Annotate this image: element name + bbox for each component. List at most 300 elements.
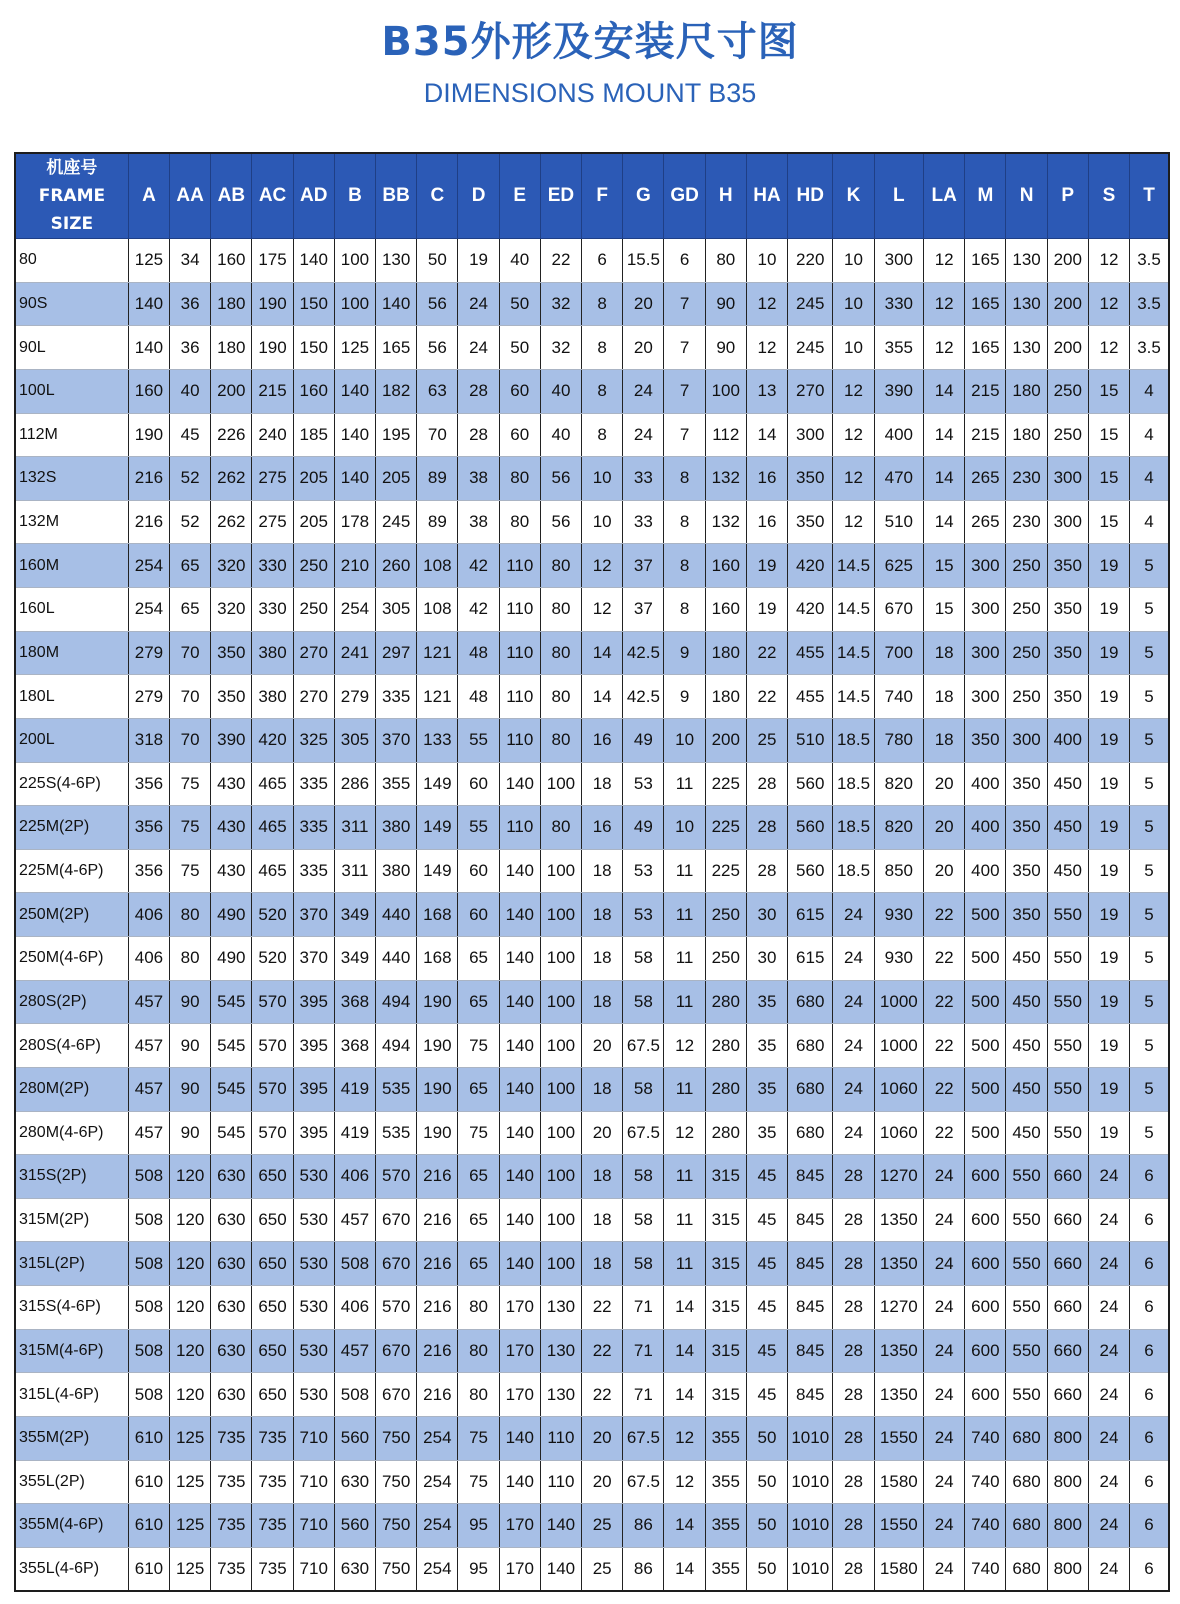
- value-cell-g: 53: [623, 849, 664, 893]
- value-cell-aa: 52: [170, 500, 211, 544]
- value-cell-l: 1550: [874, 1416, 923, 1460]
- value-cell-f: 10: [582, 457, 623, 501]
- value-cell-hd: 420: [788, 588, 833, 632]
- value-cell-c: 149: [417, 762, 458, 806]
- value-cell-t: 6: [1130, 1504, 1169, 1548]
- value-cell-t: 5: [1130, 849, 1169, 893]
- value-cell-a: 610: [128, 1416, 169, 1460]
- value-cell-ac: 520: [252, 937, 293, 981]
- value-cell-ed: 100: [540, 1067, 581, 1111]
- value-cell-ha: 28: [746, 849, 787, 893]
- value-cell-gd: 12: [664, 1024, 705, 1068]
- value-cell-a: 356: [128, 762, 169, 806]
- value-cell-ac: 735: [252, 1416, 293, 1460]
- value-cell-e: 110: [499, 806, 540, 850]
- value-cell-gd: 6: [664, 239, 705, 283]
- value-cell-k: 14.5: [833, 544, 874, 588]
- value-cell-s: 19: [1088, 1024, 1129, 1068]
- value-cell-p: 800: [1047, 1547, 1088, 1591]
- value-cell-c: 56: [417, 326, 458, 370]
- value-cell-hd: 1010: [788, 1504, 833, 1548]
- value-cell-bb: 370: [376, 718, 417, 762]
- value-cell-e: 80: [499, 500, 540, 544]
- value-cell-gd: 7: [664, 369, 705, 413]
- frame-size-cell: 315L(2P): [15, 1242, 128, 1286]
- value-cell-gd: 11: [664, 849, 705, 893]
- value-cell-n: 550: [1006, 1286, 1047, 1330]
- value-cell-l: 1350: [874, 1329, 923, 1373]
- value-cell-c: 190: [417, 1067, 458, 1111]
- value-cell-e: 170: [499, 1547, 540, 1591]
- value-cell-b: 419: [334, 1067, 375, 1111]
- value-cell-ac: 420: [252, 718, 293, 762]
- value-cell-s: 24: [1088, 1504, 1129, 1548]
- value-cell-ab: 180: [211, 326, 252, 370]
- value-cell-la: 24: [924, 1155, 965, 1199]
- value-cell-hd: 245: [788, 282, 833, 326]
- value-cell-k: 28: [833, 1286, 874, 1330]
- frame-size-cell: 160L: [15, 588, 128, 632]
- value-cell-h: 315: [705, 1155, 746, 1199]
- value-cell-n: 680: [1006, 1504, 1047, 1548]
- table-row: [15, 457, 1169, 501]
- value-cell-m: 165: [965, 239, 1006, 283]
- value-cell-n: 680: [1006, 1547, 1047, 1591]
- value-cell-hd: 1010: [788, 1547, 833, 1591]
- value-cell-ha: 50: [746, 1416, 787, 1460]
- value-cell-p: 300: [1047, 500, 1088, 544]
- table-row: [15, 369, 1169, 413]
- value-cell-bb: 570: [376, 1286, 417, 1330]
- value-cell-h: 180: [705, 631, 746, 675]
- value-cell-g: 53: [623, 762, 664, 806]
- value-cell-s: 12: [1088, 239, 1129, 283]
- value-cell-ha: 30: [746, 937, 787, 981]
- value-cell-a: 160: [128, 369, 169, 413]
- value-cell-a: 508: [128, 1155, 169, 1199]
- value-cell-b: 140: [334, 369, 375, 413]
- value-cell-aa: 70: [170, 718, 211, 762]
- value-cell-p: 550: [1047, 893, 1088, 937]
- value-cell-hd: 845: [788, 1242, 833, 1286]
- value-cell-e: 140: [499, 1024, 540, 1068]
- value-cell-l: 1000: [874, 1024, 923, 1068]
- value-cell-b: 368: [334, 980, 375, 1024]
- dimensions-table: [14, 152, 1170, 1592]
- value-cell-d: 28: [458, 413, 499, 457]
- value-cell-a: 457: [128, 1067, 169, 1111]
- value-cell-l: 330: [874, 282, 923, 326]
- value-cell-a: 356: [128, 806, 169, 850]
- value-cell-ac: 275: [252, 500, 293, 544]
- value-cell-ac: 275: [252, 457, 293, 501]
- value-cell-ad: 140: [293, 239, 334, 283]
- value-cell-d: 65: [458, 1155, 499, 1199]
- value-cell-p: 660: [1047, 1242, 1088, 1286]
- value-cell-g: 20: [623, 282, 664, 326]
- value-cell-l: 1350: [874, 1373, 923, 1417]
- value-cell-ad: 530: [293, 1329, 334, 1373]
- value-cell-b: 457: [334, 1329, 375, 1373]
- value-cell-bb: 670: [376, 1198, 417, 1242]
- value-cell-ab: 320: [211, 588, 252, 632]
- value-cell-d: 55: [458, 806, 499, 850]
- value-cell-ha: 30: [746, 893, 787, 937]
- value-cell-g: 33: [623, 500, 664, 544]
- value-cell-la: 24: [924, 1416, 965, 1460]
- value-cell-s: 15: [1088, 413, 1129, 457]
- value-cell-hd: 680: [788, 1111, 833, 1155]
- value-cell-aa: 90: [170, 1067, 211, 1111]
- value-cell-gd: 8: [664, 588, 705, 632]
- value-cell-g: 67.5: [623, 1111, 664, 1155]
- value-cell-ed: 110: [540, 1460, 581, 1504]
- value-cell-g: 86: [623, 1504, 664, 1548]
- value-cell-ab: 430: [211, 806, 252, 850]
- column-header-k: K: [833, 153, 874, 239]
- value-cell-d: 42: [458, 544, 499, 588]
- value-cell-s: 19: [1088, 588, 1129, 632]
- value-cell-e: 140: [499, 762, 540, 806]
- value-cell-b: 560: [334, 1504, 375, 1548]
- value-cell-f: 18: [582, 980, 623, 1024]
- value-cell-b: 630: [334, 1460, 375, 1504]
- value-cell-g: 37: [623, 544, 664, 588]
- value-cell-h: 355: [705, 1547, 746, 1591]
- value-cell-e: 60: [499, 413, 540, 457]
- frame-size-cell: 225M(4-6P): [15, 849, 128, 893]
- column-header-aa: AA: [170, 153, 211, 239]
- value-cell-a: 279: [128, 631, 169, 675]
- table-row: [15, 937, 1169, 981]
- value-cell-hd: 1010: [788, 1416, 833, 1460]
- value-cell-ab: 390: [211, 718, 252, 762]
- value-cell-ac: 520: [252, 893, 293, 937]
- value-cell-hd: 615: [788, 937, 833, 981]
- value-cell-t: 5: [1130, 980, 1169, 1024]
- value-cell-hd: 245: [788, 326, 833, 370]
- value-cell-la: 24: [924, 1547, 965, 1591]
- value-cell-c: 149: [417, 849, 458, 893]
- value-cell-s: 24: [1088, 1155, 1129, 1199]
- value-cell-e: 60: [499, 369, 540, 413]
- value-cell-h: 160: [705, 544, 746, 588]
- value-cell-ad: 335: [293, 849, 334, 893]
- value-cell-k: 10: [833, 282, 874, 326]
- value-cell-aa: 65: [170, 588, 211, 632]
- value-cell-f: 22: [582, 1286, 623, 1330]
- value-cell-k: 14.5: [833, 675, 874, 719]
- value-cell-n: 180: [1006, 369, 1047, 413]
- value-cell-e: 140: [499, 980, 540, 1024]
- value-cell-la: 24: [924, 1460, 965, 1504]
- value-cell-m: 500: [965, 1111, 1006, 1155]
- value-cell-la: 22: [924, 1024, 965, 1068]
- value-cell-a: 508: [128, 1198, 169, 1242]
- value-cell-f: 20: [582, 1416, 623, 1460]
- value-cell-aa: 120: [170, 1329, 211, 1373]
- value-cell-h: 355: [705, 1504, 746, 1548]
- value-cell-g: 58: [623, 937, 664, 981]
- table-row: [15, 544, 1169, 588]
- value-cell-k: 10: [833, 326, 874, 370]
- value-cell-e: 140: [499, 849, 540, 893]
- value-cell-d: 65: [458, 1198, 499, 1242]
- value-cell-p: 550: [1047, 1067, 1088, 1111]
- value-cell-bb: 440: [376, 937, 417, 981]
- value-cell-g: 86: [623, 1547, 664, 1591]
- value-cell-c: 190: [417, 1024, 458, 1068]
- value-cell-ad: 250: [293, 588, 334, 632]
- value-cell-e: 40: [499, 239, 540, 283]
- value-cell-c: 70: [417, 413, 458, 457]
- value-cell-d: 75: [458, 1024, 499, 1068]
- value-cell-l: 1270: [874, 1155, 923, 1199]
- column-header-a: A: [128, 153, 169, 239]
- value-cell-k: 24: [833, 937, 874, 981]
- value-cell-ha: 45: [746, 1373, 787, 1417]
- frame-header-en-2: SIZE: [50, 214, 94, 234]
- value-cell-ac: 175: [252, 239, 293, 283]
- value-cell-a: 125: [128, 239, 169, 283]
- value-cell-l: 1580: [874, 1547, 923, 1591]
- value-cell-n: 350: [1006, 849, 1047, 893]
- value-cell-d: 65: [458, 1067, 499, 1111]
- value-cell-f: 20: [582, 1460, 623, 1504]
- value-cell-ab: 200: [211, 369, 252, 413]
- value-cell-p: 660: [1047, 1286, 1088, 1330]
- value-cell-ha: 50: [746, 1460, 787, 1504]
- value-cell-ac: 330: [252, 544, 293, 588]
- value-cell-h: 200: [705, 718, 746, 762]
- value-cell-gd: 10: [664, 718, 705, 762]
- value-cell-b: 349: [334, 893, 375, 937]
- value-cell-s: 24: [1088, 1373, 1129, 1417]
- value-cell-ha: 14: [746, 413, 787, 457]
- value-cell-a: 140: [128, 326, 169, 370]
- value-cell-aa: 120: [170, 1242, 211, 1286]
- value-cell-ed: 130: [540, 1373, 581, 1417]
- value-cell-la: 24: [924, 1286, 965, 1330]
- value-cell-bb: 750: [376, 1547, 417, 1591]
- value-cell-hd: 845: [788, 1286, 833, 1330]
- value-cell-aa: 34: [170, 239, 211, 283]
- value-cell-ab: 735: [211, 1460, 252, 1504]
- value-cell-p: 450: [1047, 849, 1088, 893]
- value-cell-l: 390: [874, 369, 923, 413]
- value-cell-ab: 630: [211, 1242, 252, 1286]
- value-cell-g: 67.5: [623, 1460, 664, 1504]
- value-cell-ed: 130: [540, 1329, 581, 1373]
- value-cell-l: 930: [874, 893, 923, 937]
- value-cell-hd: 845: [788, 1155, 833, 1199]
- value-cell-g: 71: [623, 1286, 664, 1330]
- value-cell-b: 254: [334, 588, 375, 632]
- frame-size-cell: 315L(4-6P): [15, 1373, 128, 1417]
- value-cell-n: 250: [1006, 588, 1047, 632]
- value-cell-s: 12: [1088, 326, 1129, 370]
- value-cell-hd: 350: [788, 457, 833, 501]
- frame-size-cell: 315M(4-6P): [15, 1329, 128, 1373]
- value-cell-e: 140: [499, 1416, 540, 1460]
- value-cell-b: 560: [334, 1416, 375, 1460]
- value-cell-l: 355: [874, 326, 923, 370]
- value-cell-f: 20: [582, 1024, 623, 1068]
- value-cell-gd: 11: [664, 937, 705, 981]
- value-cell-hd: 455: [788, 631, 833, 675]
- frame-size-cell: 132S: [15, 457, 128, 501]
- value-cell-b: 311: [334, 806, 375, 850]
- value-cell-n: 550: [1006, 1242, 1047, 1286]
- value-cell-n: 250: [1006, 544, 1047, 588]
- table-row: [15, 849, 1169, 893]
- value-cell-n: 130: [1006, 326, 1047, 370]
- value-cell-ac: 735: [252, 1460, 293, 1504]
- value-cell-b: 368: [334, 1024, 375, 1068]
- value-cell-ha: 12: [746, 282, 787, 326]
- value-cell-bb: 750: [376, 1416, 417, 1460]
- value-cell-k: 18.5: [833, 849, 874, 893]
- value-cell-bb: 305: [376, 588, 417, 632]
- value-cell-t: 5: [1130, 631, 1169, 675]
- value-cell-g: 53: [623, 893, 664, 937]
- value-cell-ed: 32: [540, 326, 581, 370]
- value-cell-m: 500: [965, 893, 1006, 937]
- value-cell-ha: 25: [746, 718, 787, 762]
- value-cell-aa: 70: [170, 631, 211, 675]
- value-cell-ad: 710: [293, 1504, 334, 1548]
- value-cell-la: 18: [924, 675, 965, 719]
- value-cell-hd: 1010: [788, 1460, 833, 1504]
- value-cell-bb: 535: [376, 1067, 417, 1111]
- value-cell-e: 170: [499, 1504, 540, 1548]
- value-cell-bb: 750: [376, 1460, 417, 1504]
- value-cell-m: 400: [965, 762, 1006, 806]
- value-cell-e: 140: [499, 1198, 540, 1242]
- value-cell-f: 25: [582, 1547, 623, 1591]
- value-cell-a: 610: [128, 1504, 169, 1548]
- value-cell-a: 457: [128, 1024, 169, 1068]
- value-cell-k: 28: [833, 1329, 874, 1373]
- value-cell-hd: 845: [788, 1373, 833, 1417]
- value-cell-ha: 16: [746, 457, 787, 501]
- column-header-t: T: [1130, 153, 1169, 239]
- value-cell-hd: 680: [788, 1024, 833, 1068]
- value-cell-b: 210: [334, 544, 375, 588]
- column-header-f: F: [582, 153, 623, 239]
- value-cell-ha: 16: [746, 500, 787, 544]
- frame-size-cell: 280S(4-6P): [15, 1024, 128, 1068]
- value-cell-s: 24: [1088, 1242, 1129, 1286]
- column-header-ha: HA: [746, 153, 787, 239]
- value-cell-aa: 125: [170, 1504, 211, 1548]
- value-cell-gd: 12: [664, 1111, 705, 1155]
- value-cell-la: 14: [924, 413, 965, 457]
- value-cell-ac: 570: [252, 1024, 293, 1068]
- value-cell-k: 24: [833, 1024, 874, 1068]
- value-cell-h: 225: [705, 762, 746, 806]
- value-cell-l: 780: [874, 718, 923, 762]
- value-cell-gd: 10: [664, 806, 705, 850]
- frame-size-cell: 90L: [15, 326, 128, 370]
- value-cell-c: 216: [417, 1242, 458, 1286]
- value-cell-n: 300: [1006, 718, 1047, 762]
- value-cell-d: 24: [458, 326, 499, 370]
- value-cell-la: 18: [924, 718, 965, 762]
- value-cell-h: 280: [705, 1024, 746, 1068]
- value-cell-f: 18: [582, 937, 623, 981]
- value-cell-n: 350: [1006, 762, 1047, 806]
- value-cell-ab: 350: [211, 631, 252, 675]
- value-cell-bb: 205: [376, 457, 417, 501]
- value-cell-d: 60: [458, 762, 499, 806]
- frame-size-cell: 250M(2P): [15, 893, 128, 937]
- value-cell-ed: 80: [540, 806, 581, 850]
- frame-size-cell: 355M(2P): [15, 1416, 128, 1460]
- frame-size-cell: 180L: [15, 675, 128, 719]
- frame-size-cell: 180M: [15, 631, 128, 675]
- value-cell-b: 508: [334, 1242, 375, 1286]
- value-cell-e: 140: [499, 893, 540, 937]
- value-cell-n: 450: [1006, 937, 1047, 981]
- value-cell-l: 850: [874, 849, 923, 893]
- value-cell-ad: 150: [293, 282, 334, 326]
- value-cell-m: 165: [965, 282, 1006, 326]
- frame-size-cell: 200L: [15, 718, 128, 762]
- column-header-m: M: [965, 153, 1006, 239]
- value-cell-b: 241: [334, 631, 375, 675]
- value-cell-bb: 245: [376, 500, 417, 544]
- value-cell-g: 20: [623, 326, 664, 370]
- value-cell-c: 216: [417, 1286, 458, 1330]
- value-cell-t: 3.5: [1130, 282, 1169, 326]
- value-cell-aa: 80: [170, 893, 211, 937]
- value-cell-ad: 370: [293, 937, 334, 981]
- value-cell-bb: 670: [376, 1242, 417, 1286]
- value-cell-d: 75: [458, 1111, 499, 1155]
- value-cell-f: 20: [582, 1111, 623, 1155]
- value-cell-g: 71: [623, 1329, 664, 1373]
- value-cell-ad: 150: [293, 326, 334, 370]
- value-cell-ed: 80: [540, 544, 581, 588]
- value-cell-g: 24: [623, 413, 664, 457]
- column-header-e: E: [499, 153, 540, 239]
- value-cell-ad: 395: [293, 1067, 334, 1111]
- value-cell-aa: 36: [170, 326, 211, 370]
- value-cell-n: 350: [1006, 806, 1047, 850]
- value-cell-ab: 630: [211, 1286, 252, 1330]
- value-cell-f: 14: [582, 631, 623, 675]
- value-cell-ab: 430: [211, 849, 252, 893]
- value-cell-aa: 75: [170, 806, 211, 850]
- value-cell-bb: 750: [376, 1504, 417, 1548]
- value-cell-p: 800: [1047, 1460, 1088, 1504]
- value-cell-e: 50: [499, 326, 540, 370]
- value-cell-ac: 570: [252, 1067, 293, 1111]
- value-cell-e: 140: [499, 1460, 540, 1504]
- value-cell-a: 457: [128, 1111, 169, 1155]
- value-cell-f: 25: [582, 1504, 623, 1548]
- column-header-g: G: [623, 153, 664, 239]
- value-cell-m: 400: [965, 849, 1006, 893]
- value-cell-b: 311: [334, 849, 375, 893]
- value-cell-aa: 120: [170, 1286, 211, 1330]
- value-cell-bb: 182: [376, 369, 417, 413]
- value-cell-f: 8: [582, 326, 623, 370]
- value-cell-la: 12: [924, 326, 965, 370]
- value-cell-g: 24: [623, 369, 664, 413]
- table-row: [15, 1329, 1169, 1373]
